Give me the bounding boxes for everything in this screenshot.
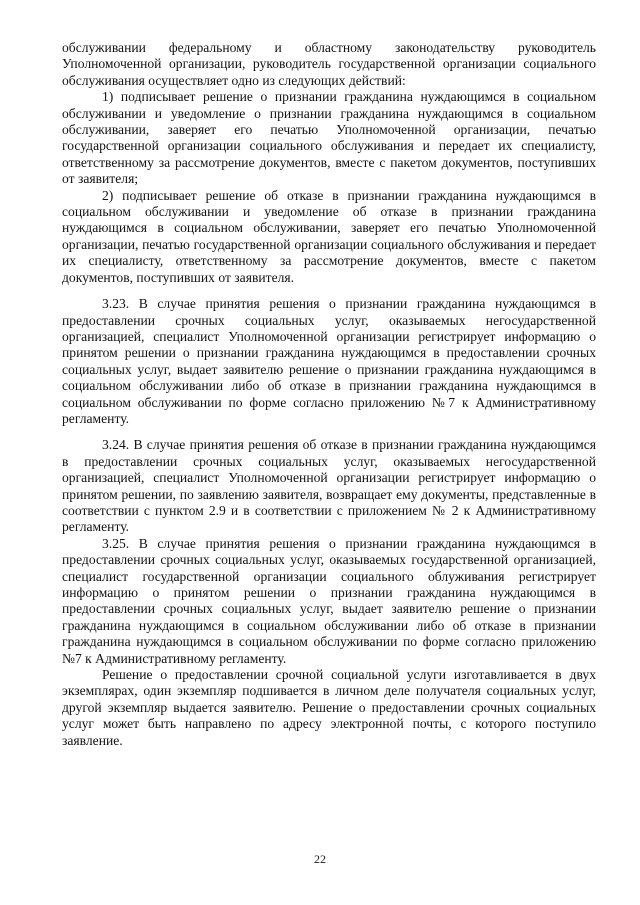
document-page (62, 40, 596, 749)
paragraph-3-25: 3.25. В случае принятия решения о признании гражданина нуждающимся в предоставлении срочных социальных услуг, оказываемых государственной организацией, специалист государственной организации социального облуживания регистрирует информацию о принятом решении о признании гражданина нуждающимся в предоставлении срочных социальных услуг, выдает заявителю решение о признании гражданина нуждающимся в социальном обслуживании либо об отказе в признании гражданина нуждающимся в социальном обслуживании по форме согласно приложению №7 к Административному регламенту. (62, 535, 596, 666)
paragraph-item-2: 2) подписывает решение об отказе в признании гражданина нуждающимся в социальном обслуживании и уведомление об отказе в признании гражданина нуждающимся в социальном обслуживании, заверяет его печатью Уполномоченной организации, печатью государственной организации социального обслуживания и передает их специалисту, ответственному за рассмотрение документов, вместе с пакетом документов, поступивших от заявителя. (62, 187, 596, 285)
paragraph-decision: Решение о предоставлении срочной социальной услуги изготавливается в двух экземплярах, один экземпляр подшивается в личном деле получателя социальных услуг, другой экземпляр выдается заявителю. Решение о предоставлении срочных социальных услуг может быть направлено по адресу электронной почты, с которого поступило заявление. (62, 667, 596, 748)
paragraph-3-23: 3.23. В случае принятия решения о признании гражданина нуждающимся в предоставлении срочных социальных услуг, оказываемых негосударственной организацией, специалист Уполномоченной организации регистрирует информацию о принятом решении о признании гражданина нуждающимся в предоставлении срочных социальных услуг, выдает заявителю решение о признании гражданина нуждающимся в социальном обслуживании либо об отказе в признании гражданина нуждающимся в социальном обслуживании по форме согласно приложению №7 к Административному регламенту. (62, 296, 596, 426)
page-number: 22 (314, 852, 326, 866)
paragraph-item-1: 1) подписывает решение о признании гражданина нуждающимся в социальном обслуживании и уведомление о признании гражданина нуждающимся в социальном обслуживании, заверяет его печатью Уполномоченной организации, печатью государственной организации социального обслуживания и передает их специалисту, ответственному за рассмотрение документов, вместе с пакетом документов, поступивших от заявителя; (62, 89, 596, 187)
paragraph-continuation: обслуживании федеральному и областному законодательству руководитель Уполномоченной организации, руководитель государственной организации социального обслуживания осуществляет одно из следующих действий: (62, 40, 596, 88)
paragraph-3-24: 3.24. В случае принятия решения об отказе в признании гражданина нуждающимся в предоставлении срочных социальных услуг, оказываемых негосударственной организацией, специалист Уполномоченной организации регистрирует информацию о принятом решении, по заявлению заявителя, возвращает ему документы, представленные в соответствии с пунктом 2.9 и в соответствии с приложением № 2 к Административному регламенту. (62, 437, 596, 535)
